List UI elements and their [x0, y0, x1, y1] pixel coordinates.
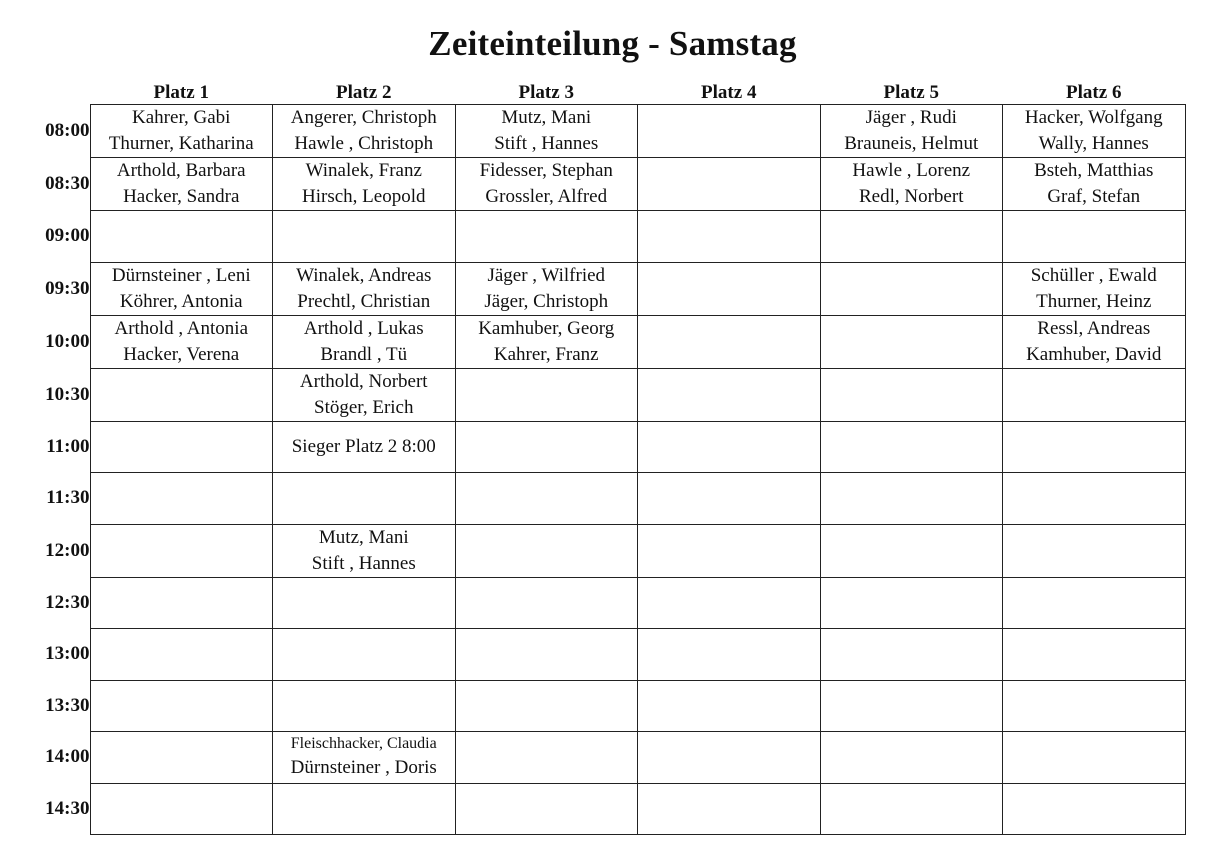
schedule-cell	[820, 680, 1003, 732]
schedule-cell	[273, 262, 456, 315]
schedule-cell	[638, 629, 821, 681]
schedule-cell	[820, 732, 1003, 784]
schedule-body	[29, 105, 1185, 835]
player-name: Prechtl, Christian	[297, 290, 431, 312]
schedule-cell	[820, 105, 1003, 158]
time-slot-row	[29, 158, 1185, 211]
time-label: 13:30	[45, 694, 90, 716]
schedule-cell	[90, 577, 273, 629]
time-slot-row	[29, 524, 1185, 577]
player-name: Arthold , Antonia	[114, 317, 249, 339]
player-name: Kahrer, Gabi	[132, 107, 231, 128]
player-name: Kahrer, Franz	[493, 343, 599, 365]
player-name: Stift , Hannes	[494, 133, 599, 154]
schedule-cell	[1003, 524, 1186, 577]
time-label: 13:00	[45, 643, 90, 665]
schedule-cell	[90, 680, 273, 732]
time-slot-row	[29, 368, 1185, 421]
time-slot-row	[29, 629, 1185, 681]
schedule-cell	[638, 368, 821, 421]
schedule-cell	[273, 524, 456, 577]
court-header: Platz 3	[518, 82, 574, 103]
time-label: 12:00	[45, 539, 90, 561]
player-name: Wally, Hannes	[1038, 133, 1149, 154]
player-name: Ressl, Andreas	[1037, 317, 1151, 339]
schedule-cell	[820, 158, 1003, 211]
player-name: Dürnsteiner , Leni	[111, 264, 251, 286]
player-name: Redl, Norbert	[859, 186, 964, 207]
schedule-cell	[1003, 732, 1186, 784]
schedule-cell	[273, 732, 456, 784]
schedule-cell	[455, 629, 638, 681]
time-label: 09:00	[45, 225, 90, 247]
schedule-cell	[273, 421, 456, 473]
player-name: Arthold, Barbara	[116, 160, 246, 181]
schedule-cell	[273, 680, 456, 732]
time-slot-row	[29, 732, 1185, 784]
schedule-cell	[1003, 262, 1186, 315]
time-slot-row	[29, 105, 1185, 158]
court-header: Platz 6	[1066, 82, 1122, 103]
schedule-cell	[273, 473, 456, 525]
schedule-cell	[638, 105, 821, 158]
time-label: 10:00	[45, 330, 90, 352]
schedule-cell	[638, 473, 821, 525]
player-name: Fleischhacker, Claudia	[290, 735, 437, 753]
court-header: Platz 5	[883, 82, 939, 103]
schedule-cell	[1003, 421, 1186, 473]
schedule-cell	[1003, 211, 1186, 263]
schedule-cell	[638, 680, 821, 732]
schedule-cell	[638, 158, 821, 211]
player-name: Thurner, Heinz	[1036, 290, 1152, 312]
schedule-cell	[1003, 680, 1186, 732]
player-name: Hacker, Sandra	[123, 186, 240, 207]
player-name: Grossler, Alfred	[485, 186, 608, 207]
schedule-cell	[90, 732, 273, 784]
schedule-cell	[1003, 473, 1186, 525]
player-name: Arthold , Lukas	[303, 317, 424, 339]
schedule-cell	[455, 783, 638, 835]
schedule-cell	[638, 421, 821, 473]
schedule-cell	[820, 473, 1003, 525]
schedule-cell	[273, 629, 456, 681]
court-header: Platz 2	[336, 82, 392, 103]
schedule-cell	[455, 732, 638, 784]
player-name: Kamhuber, Georg	[478, 317, 615, 339]
player-name: Hacker, Wolfgang	[1024, 107, 1163, 128]
schedule-cell	[820, 315, 1003, 368]
schedule-cell	[90, 105, 273, 158]
schedule-cell	[820, 368, 1003, 421]
schedule-cell	[820, 783, 1003, 835]
time-slot-row	[29, 262, 1185, 315]
schedule-cell	[820, 421, 1003, 473]
schedule-cell	[455, 158, 638, 211]
schedule-cell	[1003, 315, 1186, 368]
time-label: 14:00	[45, 746, 90, 768]
schedule-cell	[90, 783, 273, 835]
player-name: Arthold, Norbert	[299, 370, 428, 392]
player-name: Kamhuber, David	[1026, 343, 1162, 365]
schedule-cell	[273, 211, 456, 263]
schedule-cell	[90, 473, 273, 525]
player-name: Stift , Hannes	[311, 552, 416, 574]
player-name: Graf, Stefan	[1047, 186, 1141, 207]
court-header: Platz 4	[701, 82, 757, 103]
schedule-cell	[455, 262, 638, 315]
schedule-cell	[273, 577, 456, 629]
player-name: Hirsch, Leopold	[302, 186, 426, 207]
schedule-table	[29, 80, 1186, 835]
player-name: Brauneis, Helmut	[844, 133, 979, 154]
schedule-cell	[820, 211, 1003, 263]
player-name: Hawle , Christoph	[294, 133, 434, 154]
schedule-cell	[455, 315, 638, 368]
schedule-cell	[638, 732, 821, 784]
schedule-cell	[1003, 783, 1186, 835]
player-name: Sieger Platz 2 8:00	[291, 435, 436, 457]
time-slot-row	[29, 315, 1185, 368]
schedule-cell	[638, 524, 821, 577]
schedule-cell	[638, 577, 821, 629]
time-label: 11:00	[46, 435, 90, 457]
schedule-cell	[455, 473, 638, 525]
time-label: 14:30	[45, 797, 90, 819]
time-slot-row	[29, 421, 1185, 473]
schedule-cell	[1003, 158, 1186, 211]
time-label: 09:30	[45, 277, 90, 299]
time-label: 12:30	[45, 591, 90, 613]
player-name: Jäger , Wilfried	[487, 264, 606, 286]
time-slot-row	[29, 473, 1185, 525]
schedule-cell	[90, 524, 273, 577]
schedule-cell	[90, 315, 273, 368]
schedule-cell	[455, 524, 638, 577]
player-name: Stöger, Erich	[314, 396, 414, 418]
schedule-cell	[455, 577, 638, 629]
schedule-cell	[90, 262, 273, 315]
time-slot-row	[29, 211, 1185, 263]
player-name: Mutz, Mani	[501, 107, 592, 128]
time-slot-row	[29, 577, 1185, 629]
time-label: 10:30	[45, 383, 90, 405]
schedule-cell	[820, 262, 1003, 315]
schedule-cell	[1003, 577, 1186, 629]
time-slot-row	[29, 680, 1185, 732]
player-name: Hacker, Verena	[123, 343, 240, 365]
player-name: Bsteh, Matthias	[1034, 160, 1154, 181]
time-label: 08:30	[45, 173, 90, 194]
player-name: Mutz, Mani	[318, 526, 409, 548]
schedule-cell	[455, 368, 638, 421]
player-name: Dürnsteiner , Doris	[290, 757, 437, 779]
schedule-cell	[638, 315, 821, 368]
schedule-cell	[820, 524, 1003, 577]
player-name: Thurner, Katharina	[108, 133, 254, 154]
player-name: Hawle , Lorenz	[852, 160, 971, 181]
schedule-cell	[273, 368, 456, 421]
player-name: Köhrer, Antonia	[119, 290, 243, 312]
schedule-cell	[638, 262, 821, 315]
schedule-cell	[273, 315, 456, 368]
schedule-cell	[273, 105, 456, 158]
time-slot-row	[29, 783, 1185, 835]
page-title: Zeiteinteilung - Samstag	[428, 24, 797, 63]
player-name: Brandl , Tü	[320, 343, 408, 365]
schedule-cell	[455, 105, 638, 158]
schedule-cell	[90, 421, 273, 473]
header-row	[29, 80, 1185, 105]
player-name: Winalek, Franz	[305, 160, 422, 181]
schedule-cell	[90, 629, 273, 681]
schedule-cell	[90, 158, 273, 211]
schedule-cell	[273, 158, 456, 211]
time-label: 08:00	[45, 120, 90, 141]
schedule-cell	[90, 211, 273, 263]
schedule-cell	[638, 211, 821, 263]
schedule-cell	[638, 783, 821, 835]
time-label: 11:30	[46, 487, 90, 509]
player-name: Jäger , Rudi	[865, 107, 957, 128]
schedule-cell	[1003, 105, 1186, 158]
player-name: Angerer, Christoph	[290, 107, 437, 128]
schedule-cell	[455, 421, 638, 473]
schedule-cell	[1003, 629, 1186, 681]
schedule-cell	[90, 368, 273, 421]
player-name: Fidesser, Stephan	[479, 160, 613, 181]
schedule-cell	[455, 680, 638, 732]
player-name: Schüller , Ewald	[1030, 264, 1157, 286]
schedule-cell	[1003, 368, 1186, 421]
schedule-cell	[455, 211, 638, 263]
court-header: Platz 1	[153, 82, 209, 103]
schedule-cell	[273, 783, 456, 835]
player-name: Winalek, Andreas	[296, 264, 432, 286]
schedule-cell	[820, 629, 1003, 681]
player-name: Jäger, Christoph	[484, 290, 609, 312]
corner-cell	[29, 80, 90, 105]
schedule-cell	[820, 577, 1003, 629]
